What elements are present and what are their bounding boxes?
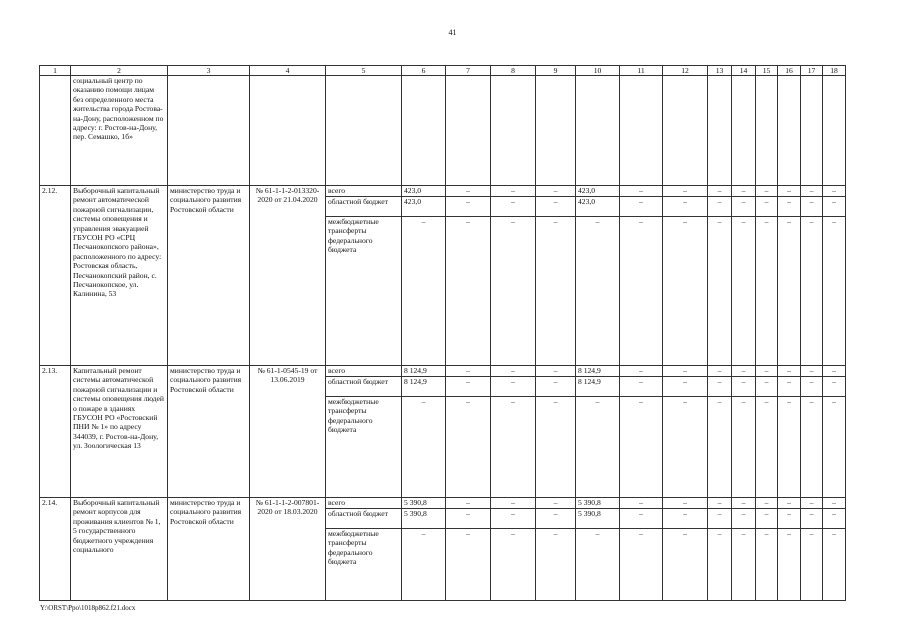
- dash-cell: –: [446, 498, 491, 509]
- dash-cell: –: [446, 366, 491, 377]
- dash-cell: –: [536, 186, 576, 197]
- fund-federal-label: межбюджетные трансферты федерального бюджета: [326, 397, 402, 498]
- dash-cell: –: [491, 217, 536, 366]
- dash-cell: –: [732, 197, 756, 217]
- dash-cell: –: [663, 186, 708, 197]
- column-number: 12: [663, 66, 708, 76]
- dash-cell: –: [801, 529, 823, 601]
- dash-cell: –: [620, 197, 663, 217]
- table-cell: [576, 76, 620, 186]
- dash-cell: –: [491, 397, 536, 498]
- regional-value: 8 124,9: [402, 377, 446, 397]
- footer-file-path: Y:\ORST\Ppo\1018p862.f21.docx: [40, 604, 136, 612]
- executor: министерство труда и социального развития Ростовской области: [168, 498, 250, 601]
- regional-value-col10: 423,0: [576, 197, 620, 217]
- dash-cell: –: [620, 529, 663, 601]
- dash-cell: –: [732, 186, 756, 197]
- table-cell: [823, 76, 846, 186]
- column-number: 14: [732, 66, 756, 76]
- dash-cell: –: [620, 217, 663, 366]
- dash-cell: –: [620, 498, 663, 509]
- dash-cell: –: [402, 397, 446, 498]
- total-value-col10: 8 124,9: [576, 366, 620, 377]
- fund-total-label: всего: [326, 366, 402, 377]
- dash-cell: –: [801, 217, 823, 366]
- regional-value-col10: 5 390,8: [576, 509, 620, 529]
- dash-cell: –: [491, 498, 536, 509]
- dash-cell: –: [536, 529, 576, 601]
- dash-cell: –: [823, 217, 846, 366]
- dash-cell: –: [823, 498, 846, 509]
- dash-cell: –: [732, 509, 756, 529]
- dash-cell: –: [801, 197, 823, 217]
- dash-cell: –: [756, 186, 778, 197]
- total-value-col10: 423,0: [576, 186, 620, 197]
- total-value-col10: 5 390,8: [576, 498, 620, 509]
- dash-cell: –: [708, 529, 732, 601]
- table-cell: [402, 76, 446, 186]
- dash-cell: –: [756, 197, 778, 217]
- table-row: [40, 366, 846, 377]
- dash-cell: –: [708, 186, 732, 197]
- budget-table: [39, 65, 846, 601]
- dash-cell: –: [536, 197, 576, 217]
- dash-cell: –: [446, 397, 491, 498]
- dash-cell: –: [732, 377, 756, 397]
- dash-cell: –: [576, 217, 620, 366]
- dash-cell: –: [778, 366, 801, 377]
- total-value: 423,0: [402, 186, 446, 197]
- table-cell: [708, 76, 732, 186]
- dash-cell: –: [801, 498, 823, 509]
- table-cell: [620, 76, 663, 186]
- regional-value: 423,0: [402, 197, 446, 217]
- table-cell: [732, 76, 756, 186]
- dash-cell: –: [620, 366, 663, 377]
- dash-cell: –: [778, 509, 801, 529]
- dash-cell: –: [576, 397, 620, 498]
- regional-value-col10: 8 124,9: [576, 377, 620, 397]
- dash-cell: –: [536, 377, 576, 397]
- object-name: Выборочный капитальный ремонт корпусов для проживания клиентов № 1, 5 государственного бюджетного учреждения социального: [71, 498, 168, 601]
- column-number: 8: [491, 66, 536, 76]
- dash-cell: –: [663, 529, 708, 601]
- dash-cell: –: [663, 366, 708, 377]
- dash-cell: –: [756, 498, 778, 509]
- dash-cell: –: [801, 397, 823, 498]
- column-number: 13: [708, 66, 732, 76]
- dash-cell: –: [491, 509, 536, 529]
- dash-cell: –: [823, 529, 846, 601]
- dash-cell: –: [801, 366, 823, 377]
- dash-cell: –: [823, 377, 846, 397]
- dash-cell: –: [491, 197, 536, 217]
- dash-cell: –: [536, 498, 576, 509]
- column-number: 17: [801, 66, 823, 76]
- dash-cell: –: [663, 509, 708, 529]
- dash-cell: –: [778, 529, 801, 601]
- dash-cell: –: [620, 509, 663, 529]
- dash-cell: –: [402, 217, 446, 366]
- fund-federal-label: межбюджетные трансферты федерального бюджета: [326, 217, 402, 366]
- header-row: [40, 66, 846, 76]
- object-name: Выборочный капитальный ремонт автоматической пожарной сигнализации, системы оповещения и управления эвакуацией ГБУСОН РО «СРЦ Песчанокопского района», расположенного по адресу: Ростовская область, Песчанокопский район, с. Песчанокопское, ул. Калинина, 53: [71, 186, 168, 366]
- table-row: [40, 498, 846, 509]
- dash-cell: –: [536, 509, 576, 529]
- dash-cell: –: [756, 217, 778, 366]
- table-cell: [801, 76, 823, 186]
- regional-value: 5 390,8: [402, 509, 446, 529]
- dash-cell: –: [823, 397, 846, 498]
- dash-cell: –: [620, 186, 663, 197]
- row-number: 2.14.: [40, 498, 71, 601]
- page-number: 41: [448, 28, 457, 37]
- dash-cell: –: [708, 217, 732, 366]
- total-value: 5 390,8: [402, 498, 446, 509]
- dash-cell: –: [823, 366, 846, 377]
- column-number: 16: [778, 66, 801, 76]
- dash-cell: –: [536, 217, 576, 366]
- column-number: 9: [536, 66, 576, 76]
- table-cell: [446, 76, 491, 186]
- column-number: 2: [71, 66, 168, 76]
- column-number: 1: [40, 66, 71, 76]
- dash-cell: –: [756, 397, 778, 498]
- dash-cell: –: [778, 197, 801, 217]
- document-ref: № 61-1-1-2-007801-2020 от 18.03.2020: [250, 498, 326, 601]
- dash-cell: –: [732, 529, 756, 601]
- dash-cell: –: [823, 197, 846, 217]
- dash-cell: –: [576, 529, 620, 601]
- dash-cell: –: [446, 509, 491, 529]
- table-cell: [40, 76, 71, 186]
- dash-cell: –: [708, 197, 732, 217]
- executor: министерство труда и социального развития Ростовской области: [168, 366, 250, 498]
- dash-cell: –: [778, 186, 801, 197]
- dash-cell: –: [446, 186, 491, 197]
- fund-regional-label: областной бюджет: [326, 377, 402, 397]
- table-cell: [491, 76, 536, 186]
- dash-cell: –: [778, 377, 801, 397]
- table-cell: [756, 76, 778, 186]
- table-cell: [663, 76, 708, 186]
- column-number: 18: [823, 66, 846, 76]
- row-number: 2.12.: [40, 186, 71, 366]
- dash-cell: –: [491, 529, 536, 601]
- dash-cell: –: [801, 186, 823, 197]
- dash-cell: –: [708, 397, 732, 498]
- dash-cell: –: [756, 529, 778, 601]
- column-number: 6: [402, 66, 446, 76]
- dash-cell: –: [491, 186, 536, 197]
- dash-cell: –: [708, 498, 732, 509]
- object-name: Капитальный ремонт системы автоматической пожарной сигнализации и системы оповещения людей о пожаре в зданиях ГБУСОН РО «Ростовский ПНИ № 1» по адресу 344039, г. Ростов-на-Дону, ул. Зоологическая 13: [71, 366, 168, 498]
- dash-cell: –: [663, 377, 708, 397]
- table-cell: [536, 76, 576, 186]
- dash-cell: –: [663, 498, 708, 509]
- table-cell: [778, 76, 801, 186]
- dash-cell: –: [491, 377, 536, 397]
- dash-cell: –: [620, 397, 663, 498]
- dash-cell: –: [732, 217, 756, 366]
- fund-total-label: всего: [326, 498, 402, 509]
- dash-cell: –: [732, 366, 756, 377]
- dash-cell: –: [446, 529, 491, 601]
- fund-total-label: всего: [326, 186, 402, 197]
- document-ref: № 61-1-0545-19 от 13.06.2019: [250, 366, 326, 498]
- column-number: 4: [250, 66, 326, 76]
- dash-cell: –: [756, 377, 778, 397]
- dash-cell: –: [708, 377, 732, 397]
- dash-cell: –: [402, 529, 446, 601]
- column-number: 15: [756, 66, 778, 76]
- total-value: 8 124,9: [402, 366, 446, 377]
- table-row: [40, 186, 846, 197]
- dash-cell: –: [823, 509, 846, 529]
- dash-cell: –: [756, 509, 778, 529]
- row-number: 2.13.: [40, 366, 71, 498]
- column-number: 3: [168, 66, 250, 76]
- dash-cell: –: [801, 509, 823, 529]
- dash-cell: –: [708, 509, 732, 529]
- fund-federal-label: межбюджетные трансферты федерального бюджета: [326, 529, 402, 601]
- dash-cell: –: [620, 377, 663, 397]
- dash-cell: –: [536, 366, 576, 377]
- object-name-continued: социальный центр по оказанию помощи лицам без определенного места жительства города Ростова-на-Дону, расположенном по адресу: г. Ростов-на-Дону, пер. Семашко, 1б»: [71, 76, 168, 186]
- dash-cell: –: [732, 498, 756, 509]
- table-cell: [250, 76, 326, 186]
- dash-cell: –: [732, 397, 756, 498]
- continuation-row: [40, 76, 846, 186]
- dash-cell: –: [823, 186, 846, 197]
- dash-cell: –: [663, 197, 708, 217]
- column-number: 11: [620, 66, 663, 76]
- column-number: 10: [576, 66, 620, 76]
- dash-cell: –: [536, 397, 576, 498]
- dash-cell: –: [756, 366, 778, 377]
- dash-cell: –: [663, 397, 708, 498]
- table-cell: [326, 76, 402, 186]
- column-number: 7: [446, 66, 491, 76]
- dash-cell: –: [708, 366, 732, 377]
- table-cell: [168, 76, 250, 186]
- dash-cell: –: [801, 377, 823, 397]
- dash-cell: –: [778, 397, 801, 498]
- dash-cell: –: [663, 217, 708, 366]
- dash-cell: –: [446, 197, 491, 217]
- dash-cell: –: [491, 366, 536, 377]
- dash-cell: –: [778, 498, 801, 509]
- document-ref: № 61-1-1-2-013320-2020 от 21.04.2020: [250, 186, 326, 366]
- column-number: 5: [326, 66, 402, 76]
- dash-cell: –: [778, 217, 801, 366]
- executor: министерство труда и социального развития Ростовской области: [168, 186, 250, 366]
- dash-cell: –: [446, 377, 491, 397]
- fund-regional-label: областной бюджет: [326, 509, 402, 529]
- dash-cell: –: [446, 217, 491, 366]
- fund-regional-label: областной бюджет: [326, 197, 402, 217]
